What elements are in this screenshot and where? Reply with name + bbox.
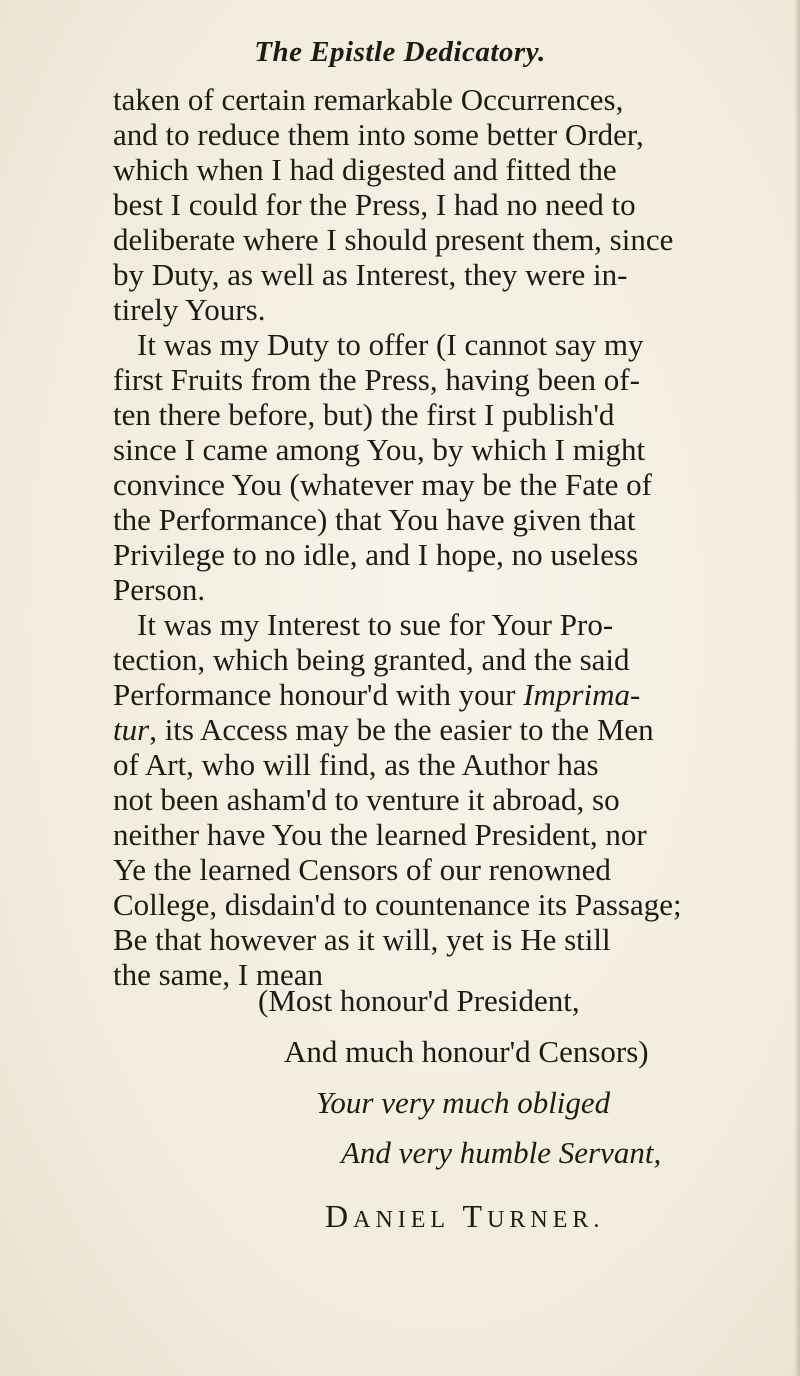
text-line: Performance honour'd with your Imprima- xyxy=(113,677,641,712)
text-line: tirely Yours. xyxy=(113,292,266,327)
signature-first-initial: D xyxy=(325,1198,354,1234)
signature-last-initial: T xyxy=(462,1198,488,1234)
signature-last-rest: URNER. xyxy=(487,1207,605,1233)
text-line: taken of certain remarkable Occurrences, xyxy=(113,82,624,117)
text-line: deliberate where I should present them, since xyxy=(113,222,674,257)
text-line: tection, which being granted, and the said xyxy=(113,642,630,677)
text-line: College, disdain'd to countenance its Passage; xyxy=(113,887,682,922)
text-line: of Art, who will find, as the Author has xyxy=(113,747,599,782)
text-line: the Performance) that You have given that xyxy=(113,502,636,537)
italic-word: Imprima- xyxy=(523,677,641,712)
paragraph-start-line: It was my Duty to offer (I cannot say my xyxy=(137,327,644,362)
text-line: tur, its Access may be the easier to the Men xyxy=(113,712,654,747)
text-line: best I could for the Press, I had no need to xyxy=(113,187,636,222)
paragraph-start-line: It was my Interest to sue for Your Pro- xyxy=(137,607,614,642)
closing-line-censors: And much honour'd Censors) xyxy=(284,1034,649,1069)
closing-line-servant: And very humble Servant, xyxy=(341,1135,662,1170)
closing-line-president: (Most honour'd President, xyxy=(258,983,580,1018)
page-edge-shadow xyxy=(794,0,800,1376)
text-line: Person. xyxy=(113,572,206,607)
text-line: which when I had digested and fitted the xyxy=(113,152,617,187)
running-title: The Epistle Dedicatory. xyxy=(254,36,546,68)
signature-first-rest: ANIEL xyxy=(353,1207,451,1233)
text-line: Privilege to no idle, and I hope, no useless xyxy=(113,537,639,572)
text-line: by Duty, as well as Interest, they were in- xyxy=(113,257,628,292)
text-line: convince You (whatever may be the Fate of xyxy=(113,467,652,502)
text-line: since I came among You, by which I might xyxy=(113,432,646,467)
closing-line-obliged: Your very much obliged xyxy=(316,1085,611,1120)
text-line: neither have You the learned President, nor xyxy=(113,817,647,852)
signature xyxy=(325,1198,604,1235)
text-line: ten there before, but) the first I publish'd xyxy=(113,397,615,432)
text-line: and to reduce them into some better Order, xyxy=(113,117,644,152)
text-line: Ye the learned Censors of our renowned xyxy=(113,852,611,887)
text-line: the same, I mean xyxy=(113,957,324,992)
text-line: Be that however as it will, yet is He still xyxy=(113,922,611,957)
text-line: first Fruits from the Press, having been of- xyxy=(113,362,640,397)
italic-word: tur xyxy=(113,712,150,747)
text-line: not been asham'd to venture it abroad, so xyxy=(113,782,620,817)
